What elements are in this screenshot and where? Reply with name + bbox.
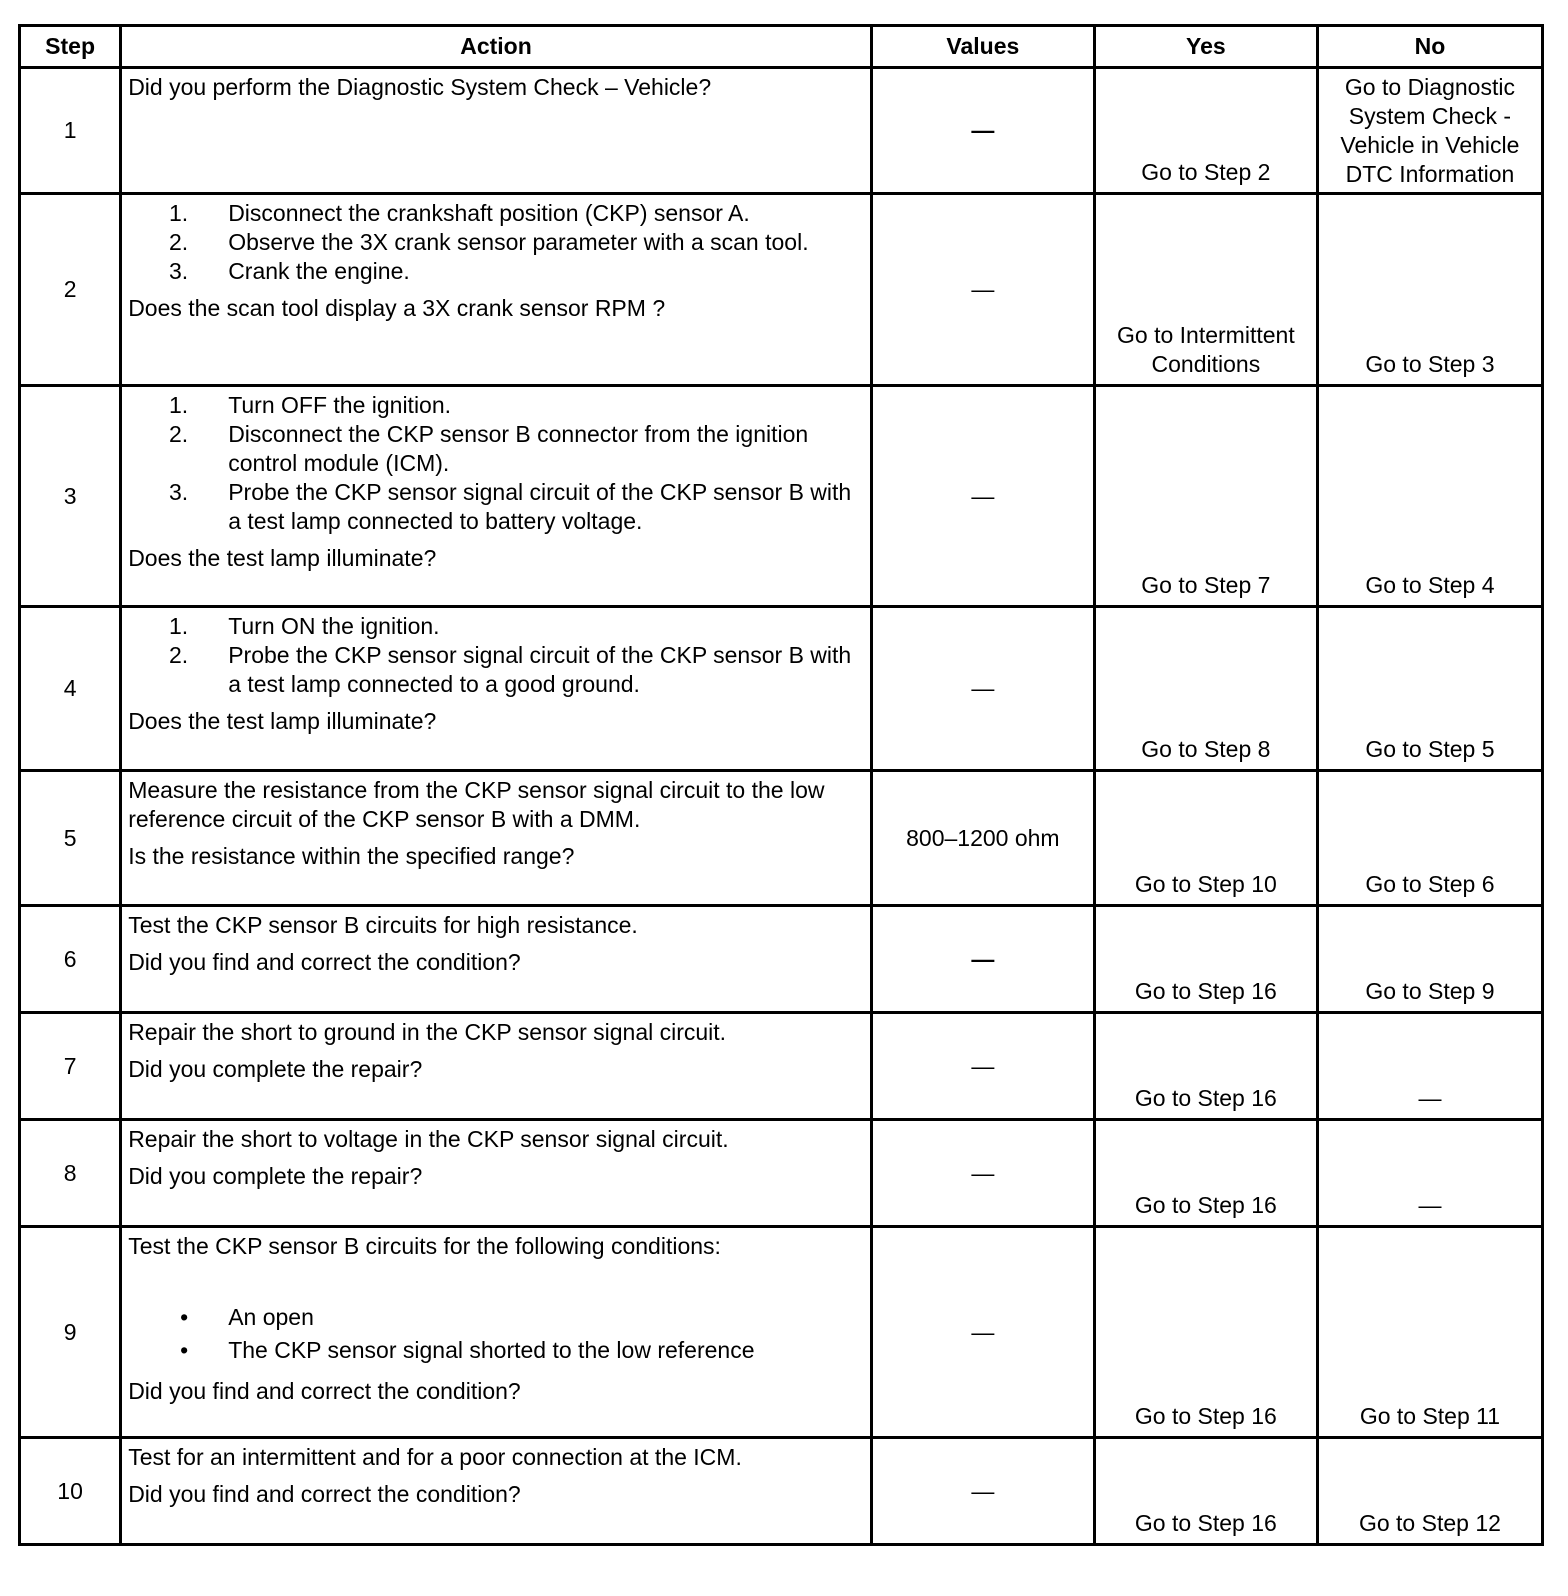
no-cell: Go to Step 11: [1317, 1227, 1542, 1438]
bullet-icon: •: [180, 1337, 189, 1363]
numbered-steps: [128, 391, 864, 536]
step-number: 6: [20, 906, 121, 1013]
header-action: Action: [121, 26, 872, 68]
table-row: [20, 1227, 1543, 1438]
list-item: 3. Probe the CKP sensor signal circuit of the CKP sensor B with a test lamp connected to battery voltage.: [169, 479, 852, 534]
action-question: Did you find and correct the condition?: [128, 1378, 521, 1404]
yes-cell: Go to Step 16: [1094, 1227, 1317, 1438]
value-cell: —: [871, 194, 1094, 386]
condition-list: [128, 1299, 864, 1369]
no-cell: Go to Step 9: [1317, 906, 1542, 1013]
table-row: [20, 1120, 1543, 1227]
yes-cell: Go to Step 7: [1094, 386, 1317, 607]
bullet-icon: •: [180, 1304, 189, 1330]
action-cell: [121, 1013, 872, 1120]
table-row: [20, 1438, 1543, 1545]
action-cell: [121, 1120, 872, 1227]
action-instruction: Repair the short to voltage in the CKP sensor signal circuit.: [128, 1126, 729, 1152]
step-number: 4: [20, 607, 121, 771]
table-row: [20, 906, 1543, 1013]
list-item: 1. Disconnect the crankshaft position (CKP) sensor A.: [169, 200, 750, 226]
yes-cell: Go to Step 16: [1094, 1120, 1317, 1227]
value-cell: —: [871, 607, 1094, 771]
list-item: 2. Disconnect the CKP sensor B connector from the ignition control module (ICM).: [169, 421, 809, 476]
step-number: 10: [20, 1438, 121, 1545]
table-row: [20, 194, 1543, 386]
header-step: Step: [20, 26, 121, 68]
no-cell: —: [1317, 1120, 1542, 1227]
value-cell: 800–1200 ohm: [871, 771, 1094, 906]
step-number: 3: [20, 386, 121, 607]
table-row: [20, 68, 1543, 194]
action-cell: [121, 1227, 872, 1438]
value-cell: —: [871, 1227, 1094, 1438]
header-no: No: [1317, 26, 1542, 68]
action-question: Did you complete the repair?: [128, 1056, 423, 1082]
table-row: [20, 771, 1543, 906]
step-number: 7: [20, 1013, 121, 1120]
header-row: [20, 26, 1543, 68]
table-row: [20, 607, 1543, 771]
action-cell: [121, 194, 872, 386]
yes-cell: Go to Intermittent Conditions: [1094, 194, 1317, 386]
no-cell: Go to Step 12: [1317, 1438, 1542, 1545]
yes-cell: Go to Step 8: [1094, 607, 1317, 771]
action-cell: [121, 1438, 872, 1545]
value-cell: —: [871, 1013, 1094, 1120]
no-cell: Go to Step 3: [1317, 194, 1542, 386]
list-item: • An open: [128, 1303, 864, 1332]
no-cell: Go to Diagnostic System Check - Vehicle in Vehicle DTC Information: [1317, 68, 1542, 194]
list-item: 1. Turn OFF the ignition.: [169, 392, 452, 418]
action-cell: [121, 771, 872, 906]
list-item: 2. Probe the CKP sensor signal circuit of the CKP sensor B with a test lamp connected to a good ground.: [169, 642, 852, 697]
step-number: 1: [20, 68, 121, 194]
yes-cell: Go to Step 10: [1094, 771, 1317, 906]
list-item: 1. Turn ON the ignition.: [169, 613, 440, 639]
numbered-steps: [128, 199, 864, 286]
no-cell: Go to Step 5: [1317, 607, 1542, 771]
list-item: 2. Observe the 3X crank sensor parameter with a scan tool.: [169, 229, 809, 255]
action-instruction: Test the CKP sensor B circuits for the following conditions:: [128, 1233, 721, 1259]
action-question: Is the resistance within the specified range?: [128, 843, 575, 869]
value-cell: —: [871, 906, 1094, 1013]
action-instruction: Measure the resistance from the CKP sensor signal circuit to the low reference circuit of the CKP sensor B with a DMM.: [128, 777, 825, 832]
value-cell: —: [871, 68, 1094, 194]
no-cell: —: [1317, 1013, 1542, 1120]
yes-cell: Go to Step 16: [1094, 1013, 1317, 1120]
action-question: Did you perform the Diagnostic System Check – Vehicle?: [128, 74, 712, 100]
action-cell: [121, 607, 872, 771]
action-instruction: Test the CKP sensor B circuits for high resistance.: [128, 912, 638, 938]
header-yes: Yes: [1094, 26, 1317, 68]
list-item: • The CKP sensor signal shorted to the low reference: [128, 1336, 864, 1365]
no-cell: Go to Step 6: [1317, 771, 1542, 906]
numbered-steps: [128, 612, 864, 699]
value-cell: —: [871, 386, 1094, 607]
no-cell: Go to Step 4: [1317, 386, 1542, 607]
action-instruction: Test for an intermittent and for a poor connection at the ICM.: [128, 1444, 742, 1470]
yes-cell: Go to Step 2: [1094, 68, 1317, 194]
table-row: [20, 1013, 1543, 1120]
diagnostic-table: [18, 24, 1544, 1546]
action-cell: [121, 68, 872, 194]
yes-cell: Go to Step 16: [1094, 906, 1317, 1013]
action-cell: [121, 906, 872, 1013]
step-number: 8: [20, 1120, 121, 1227]
value-cell: —: [871, 1438, 1094, 1545]
action-question: Did you find and correct the condition?: [128, 949, 521, 975]
action-cell: [121, 386, 872, 607]
value-cell: —: [871, 1120, 1094, 1227]
action-question: Did you find and correct the condition?: [128, 1481, 521, 1507]
action-instruction: Repair the short to ground in the CKP sensor signal circuit.: [128, 1019, 727, 1045]
list-item: 3. Crank the engine.: [169, 258, 410, 284]
step-number: 2: [20, 194, 121, 386]
step-number: 9: [20, 1227, 121, 1438]
action-question: Does the scan tool display a 3X crank sensor RPM ?: [128, 295, 666, 321]
yes-cell: Go to Step 16: [1094, 1438, 1317, 1545]
header-values: Values: [871, 26, 1094, 68]
action-question: Did you complete the repair?: [128, 1163, 423, 1189]
action-question: Does the test lamp illuminate?: [128, 708, 437, 734]
table-row: [20, 386, 1543, 607]
action-question: Does the test lamp illuminate?: [128, 545, 437, 571]
step-number: 5: [20, 771, 121, 906]
